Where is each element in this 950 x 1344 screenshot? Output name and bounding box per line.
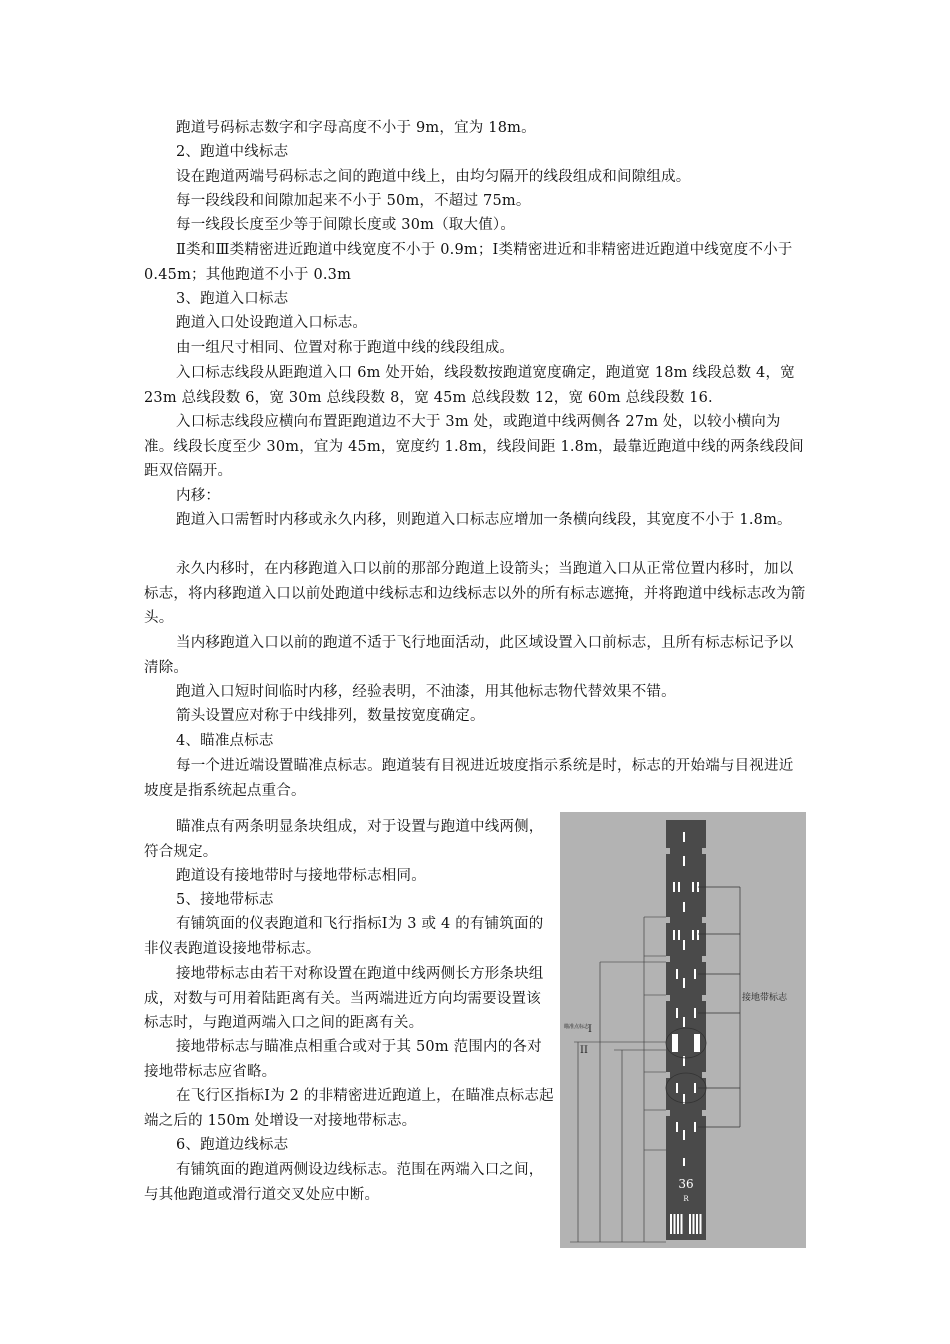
paragraph: 跑道入口短时间临时内移，经验表明，不油漆，用其他标志物代替效果不错。 bbox=[176, 684, 676, 700]
paragraph: 由一组尺寸相同、位置对称于跑道中线的线段组成。 bbox=[176, 340, 515, 356]
paragraph: 当内移跑道入口以前的跑道不适于飞行地面活动，此区域设置入口前标志，且所有标志标记予以清除。 bbox=[144, 635, 794, 676]
paragraph: 入口标志线段应横向布置距跑道边不大于 3m 处，或跑道中线两侧各 27m 处，以较小横向为准。线段长度至少 30m，宜为 45m，宽度约 1.8m，线段间距 1.8m，最靠近跑道中线的两条线段间距双倍隔开。 bbox=[144, 414, 804, 479]
paragraph: 跑道入口处设跑道入口标志。 bbox=[176, 315, 368, 331]
paragraph: 箭头设置应对称于中线排列，数量按宽度确定。 bbox=[176, 708, 485, 724]
roman-two-label: II bbox=[580, 1045, 588, 1056]
runway-marking-figure bbox=[560, 812, 806, 1248]
left-dimension-lines bbox=[570, 917, 666, 1242]
section-heading-touchdown: 5、接地带标志 bbox=[176, 892, 274, 908]
paragraph: 有铺筑面的仪表跑道和飞行指标Ⅰ为 3 或 4 的有铺筑面的非仪表跑道设接地带标志。 bbox=[144, 916, 544, 957]
runway-letter-text: R bbox=[683, 1195, 689, 1203]
paragraph: 跑道号码标志数字和字母高度不小于 9m，宜为 18m。 bbox=[176, 120, 536, 136]
runway-number-text: 36 bbox=[678, 1177, 694, 1191]
paragraph: 永久内移时，在内移跑道入口以前的那部分跑道上设箭头；当跑道入口从正常位置内移时，加以标志，将内移跑道入口以前处跑道中线标志和边线标志以外的所有标志遮掩，并将跑道中线标志改为箭头。 bbox=[144, 561, 806, 626]
paragraph: 设在跑道两端号码标志之间的跑道中线上，由均匀隔开的线段组成和间隙组成。 bbox=[176, 169, 691, 185]
paragraph: 入口标志线段从距跑道入口 6m 处开始，线段数按跑道宽度确定，跑道宽 18m 线段总数 4，宽 23m 总线段数 6，宽 30m 总线段数 8，宽 45m 总线段数 12，宽 60m 总线段数 16. bbox=[144, 365, 795, 406]
paragraph: Ⅱ类和Ⅲ类精密进近跑道中线宽度不小于 0.9m；Ⅰ类精密进近和非精密进近跑道中线宽度不小于 0.45m；其他跑道不小于 0.3m bbox=[144, 242, 793, 283]
paragraph: 有铺筑面的跑道两侧设边线标志。范围在两端入口之间，与其他跑道或滑行道交叉处应中断。 bbox=[144, 1162, 544, 1203]
section-heading-centerline: 2、跑道中线标志 bbox=[176, 144, 289, 160]
paragraph: 内移： bbox=[176, 488, 221, 504]
paragraph: 每一线段长度至少等于间隙长度或 30m（取大值）。 bbox=[176, 217, 516, 233]
paragraph: 瞄准点有两条明显条块组成，对于设置与跑道中线两侧，符合规定。 bbox=[144, 819, 544, 860]
touchdown-zone-label: 接地带标志 bbox=[742, 993, 788, 1003]
runway-diagram bbox=[560, 812, 806, 1248]
section-heading-aiming-point: 4、瞄准点标志 bbox=[176, 733, 274, 749]
section-heading-threshold: 3、跑道入口标志 bbox=[176, 291, 289, 307]
roman-one-label: I bbox=[588, 1024, 592, 1035]
paragraph: 在飞行区指标Ⅰ为 2 的非精密进近跑道上，在瞄准点标志起端之后的 150m 处增设一对接地带标志。 bbox=[144, 1088, 554, 1129]
paragraph: 每一个进近端设置瞄准点标志。跑道装有目视进近坡度指示系统是时，标志的开始端与目视进近坡度是指系统起点重合。 bbox=[144, 758, 794, 799]
paragraph: 每一段线段和间隙加起来不小于 50m，不超过 75m。 bbox=[176, 193, 531, 209]
paragraph: 接地带标志与瞄准点相重合或对于其 50m 范围内的各对接地带标志应省略。 bbox=[144, 1039, 542, 1080]
paragraph: 接地带标志由若干对称设置在跑道中线两侧长方形条块组成，对数与可用着陆距离有关。当两端进近方向均需要设置该标志时，与跑道两端入口之间的距离有关。 bbox=[144, 966, 544, 1031]
paragraph: 跑道设有接地带时与接地带标志相同。 bbox=[176, 868, 426, 884]
aiming-point-label: 瞄准点标志 bbox=[564, 1024, 590, 1030]
section-heading-edge: 6、跑道边线标志 bbox=[176, 1137, 289, 1153]
paragraph: 跑道入口需暂时内移或永久内移，则跑道入口标志应增加一条横向线段，其宽度不小于 1.8m。 bbox=[176, 512, 792, 528]
